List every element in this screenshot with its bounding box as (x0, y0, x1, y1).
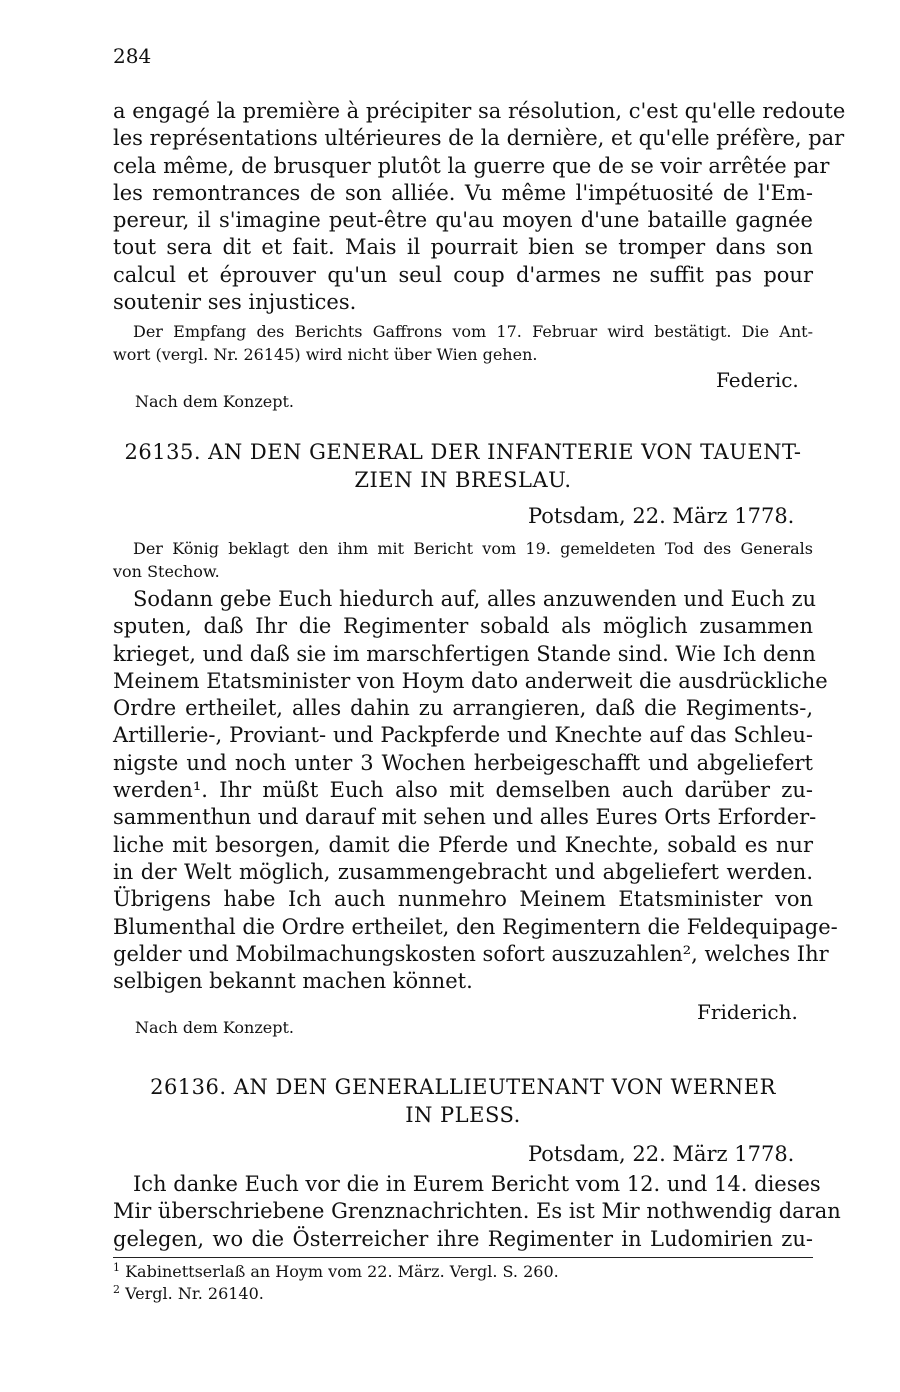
heading-line: 26136. AN DEN GENERALLIEUTENANT VON WERNER (150, 1075, 776, 1099)
text-line: Sodann gebe Euch hiedurch auf, alles anzuwenden und Euch zu (133, 587, 817, 611)
editorial-note (113, 320, 813, 366)
text-line: gelder und Mobilmachungskosten sofort auszuzahlen², welches Ihr (113, 941, 829, 966)
text-line: nigste und noch unter 3 Wochen herbeigeschafft und abgeliefert (113, 750, 813, 775)
dateline: Potsdam, 22. März 1778. (528, 1142, 795, 1166)
text-line: a engagé la première à précipiter sa résolution, c'est qu'elle redoute (113, 99, 846, 123)
note-line: Der König beklagt den ihm mit Bericht vom 19. gemeldeten Tod des Generals (133, 539, 813, 558)
source-note: Nach dem Konzept. (135, 392, 294, 411)
letter-heading (113, 1073, 813, 1129)
text-line: Meinem Etatsminister von Hoym dato anderweit die ausdrückliche (113, 668, 828, 693)
heading-line: ZIEN IN BRESLAU. (354, 468, 572, 492)
footnote (113, 1284, 264, 1304)
footnote-text: Vergl. Nr. 26140. (125, 1284, 264, 1303)
footnote (113, 1262, 559, 1282)
text-line: Artillerie-, Proviant- und Packpferde und Knechte auf das Schleu- (113, 723, 813, 748)
text-line: pereur, il s'imagine peut-être qu'au moyen d'une bataille gagnée (113, 208, 813, 233)
signature: Federic. (716, 368, 799, 392)
text-line: les représentations ultérieures de la dernière, et qu'elle préfère, par (113, 126, 845, 151)
text-line: Mir überschriebene Grenznachrichten. Es ist Mir nothwendig daran (113, 1199, 841, 1224)
text-line: cela même, de brusquer plutôt la guerre que de se voir arrêtée par (113, 153, 830, 178)
heading-line: IN PLESS. (405, 1103, 521, 1127)
letter-body (113, 586, 838, 995)
text-line: sputen, daß Ihr die Regimenter sobald als möglich zusammen (113, 614, 813, 639)
text-line: krieget, und daß sie im marschfertigen Stande sind. Wie Ich denn (113, 641, 816, 666)
text-line: gelegen, wo die Österreicher ihre Regimenter in Ludomirien zu- (113, 1226, 813, 1251)
dateline: Potsdam, 22. März 1778. (528, 504, 795, 528)
paragraph-continuation (113, 98, 846, 316)
text-line: in der Welt möglich, zusammengebracht und abgeliefert werden. (113, 859, 813, 884)
footnote-rule (113, 1257, 813, 1258)
note-line: wort (vergl. Nr. 26145) wird nicht über Wien gehen. (113, 345, 538, 364)
note-line: Der Empfang des Berichts Gaffrons vom 17. Februar wird bestätigt. Die Ant- (133, 322, 813, 341)
text-line: tout sera dit et fait. Mais il pourrait bien se tromper dans son (113, 235, 813, 260)
note-line: von Stechow. (113, 562, 220, 581)
text-line: calcul et éprouver qu'un seul coup d'armes ne suffit pas pour (113, 262, 813, 287)
text-line: soutenir ses injustices. (113, 290, 357, 315)
text-line: selbigen bekannt machen könnet. (113, 969, 473, 994)
text-line: werden¹. Ihr müßt Euch also mit demselben auch darüber zu- (113, 778, 813, 803)
text-line: liche mit besorgen, damit die Pferde und Knechte, sobald es nur (113, 832, 813, 857)
page-number: 284 (113, 44, 152, 68)
text-line: les remontrances de son alliée. Vu même l'impétuosité de l'Em- (113, 180, 813, 205)
signature: Friderich. (697, 1000, 798, 1024)
text-line: sammenthun und darauf mit sehen und alles Eures Orts Erforder- (113, 805, 817, 830)
text-line: Übrigens habe Ich auch nunmehro Meinem Etatsminister von (113, 887, 813, 912)
letter-heading (113, 438, 813, 494)
source-note: Nach dem Konzept. (135, 1018, 294, 1037)
editorial-note (113, 537, 813, 583)
letter-body (113, 1171, 841, 1253)
text-line: Blumenthal die Ordre ertheilet, den Regimentern die Feldequipage- (113, 914, 838, 939)
heading-line: 26135. AN DEN GENERAL DER INFANTERIE VON TAUENT- (124, 440, 802, 464)
text-line: Ich danke Euch vor die in Eurem Bericht vom 12. und 14. dieses (133, 1172, 821, 1196)
footnote-mark: 1 (113, 1261, 120, 1274)
text-line: Ordre ertheilet, alles dahin zu arrangieren, daß die Regiments-, (113, 696, 813, 721)
footnote-mark: 2 (113, 1283, 120, 1296)
footnote-text: Kabinettserlaß an Hoym vom 22. März. Vergl. S. 260. (125, 1262, 559, 1281)
